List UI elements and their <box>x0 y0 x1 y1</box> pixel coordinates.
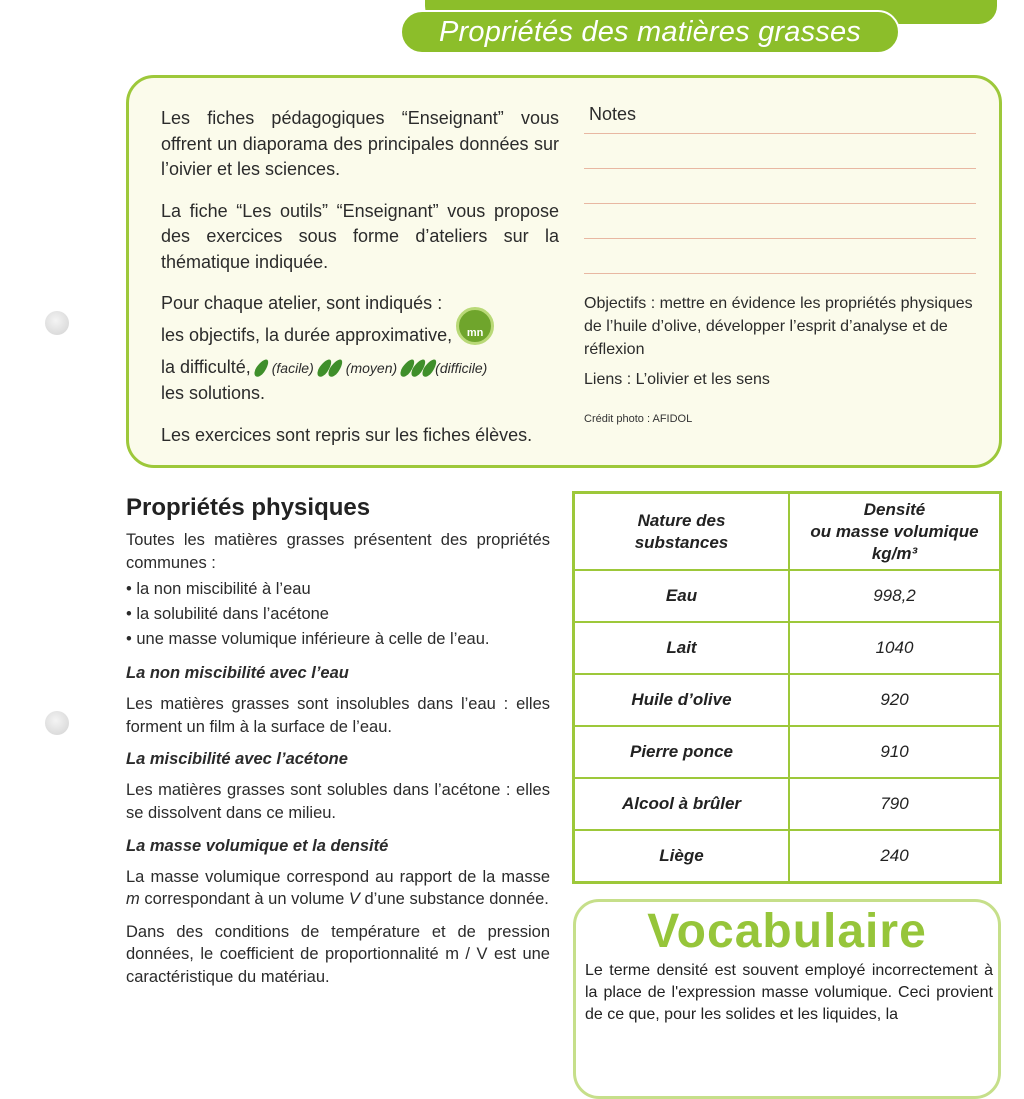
page-title: Propriétés des matières grasses <box>400 10 900 54</box>
substance-density: 1040 <box>789 622 1001 674</box>
note-line <box>584 133 976 134</box>
note-line <box>584 273 976 274</box>
note-line <box>584 238 976 239</box>
paragraph-non-miscibility: Les matières grasses sont insolubles dans l’eau : elles forment un film à la surface de l’eau. <box>126 695 550 736</box>
substance-name: Lait <box>574 622 790 674</box>
table-row <box>574 674 1001 726</box>
paragraph-acetone: Les matières grasses sont solubles dans l’acétone : elles se dissolvent dans ce milieu. <box>126 781 550 822</box>
binder-hole <box>45 711 69 735</box>
section-intro: Toutes les matières grasses présentent des propriétés communes : <box>126 531 550 572</box>
substance-density: 790 <box>789 778 1001 830</box>
intro-line-2: les objectifs, la durée approximative, <box>161 324 453 345</box>
substance-name: Pierre ponce <box>574 726 790 778</box>
table-header-substance: Nature des substances <box>574 493 790 571</box>
list-item: • la solubilité dans l’acétone <box>126 605 329 624</box>
table-row <box>574 830 1001 883</box>
photo-credit: Crédit photo : AFIDOL <box>584 413 693 425</box>
intro-line-1: Pour chaque atelier, sont indiqués : <box>161 293 443 313</box>
subheading-acetone: La miscibilité avec l’acétone <box>126 750 348 769</box>
objectifs-text: Objectifs : mettre en évidence les propriétés physiques de l’huile d’olive, développer l’esprit d’analyse et de réflexion <box>584 295 973 358</box>
table-row <box>574 570 1001 622</box>
table-row <box>574 778 1001 830</box>
substance-density: 998,2 <box>789 570 1001 622</box>
difficulty-easy: (facile) <box>271 359 314 376</box>
note-line <box>584 203 976 204</box>
notes-label: Notes <box>589 104 637 124</box>
subheading-density: La masse volumique et la densité <box>126 836 389 855</box>
paragraph-density-2: Dans des conditions de température et de pression données, le coefficient de proportionnalité m / V est une caractéristique du matériau. <box>126 922 550 986</box>
substance-density: 920 <box>789 674 1001 726</box>
note-line <box>584 168 976 169</box>
difficulty-medium: (moyen) <box>345 359 398 376</box>
substance-name: Huile d’olive <box>574 674 790 726</box>
intro-line-3: la difficulté, <box>161 356 251 377</box>
section-title: Propriétés physiques <box>126 494 371 521</box>
notes-panel <box>584 104 976 425</box>
intro-box <box>126 75 1002 468</box>
vocabulary-title: Vocabulaire <box>647 905 927 958</box>
paragraph-density-1: La masse volumique correspond au rapport de la masse m correspondant à un volume V d’une substance donnée. <box>126 867 550 909</box>
list-item: • une masse volumique inférieure à celle de l’eau. <box>126 630 490 649</box>
vocabulary-text: Le terme densité est souvent employé incorrectement à la place de l'expression masse volumique. Ceci provient de ce que, pour les solides et les liquides, la <box>585 962 993 1023</box>
substance-name: Liège <box>574 830 790 883</box>
physical-properties-section <box>126 494 550 989</box>
leaf-icon <box>252 357 271 379</box>
table-row <box>574 726 1001 778</box>
substance-density: 910 <box>789 726 1001 778</box>
table-header-row <box>574 493 1001 571</box>
difficulty-hard: (difficile) <box>435 359 488 376</box>
list-item: • la non miscibilité à l’eau <box>126 580 311 599</box>
table-header-density: Densité ou masse volumique kg/m³ <box>789 493 1001 571</box>
subheading-non-miscibility: La non miscibilité avec l’eau <box>126 664 349 683</box>
intro-line-4: les solutions. <box>161 383 266 403</box>
density-table <box>572 491 1002 884</box>
intro-paragraph-3 <box>161 291 559 407</box>
substance-name: Eau <box>574 570 790 622</box>
vocabulary-box <box>573 899 1001 1099</box>
properties-list <box>126 577 550 652</box>
intro-text <box>161 106 559 448</box>
substance-name: Alcool à brûler <box>574 778 790 830</box>
substance-density: 240 <box>789 830 1001 883</box>
binder-hole <box>45 311 69 335</box>
intro-paragraph-2: La fiche “Les outils” “Enseignant” vous propose des exercices sous forme d’ateliers sur la thématique indiquée. <box>161 200 559 272</box>
intro-paragraph-4: Les exercices sont repris sur les fiches élèves. <box>161 424 533 445</box>
clock-icon: mn <box>456 307 494 345</box>
intro-paragraph-1: Les fiches pédagogiques “Enseignant” vous offrent un diaporama des principales données sur l’oivier et les sciences. <box>161 108 559 179</box>
table-row <box>574 622 1001 674</box>
liens-text: Liens : L’olivier et les sens <box>584 371 770 388</box>
